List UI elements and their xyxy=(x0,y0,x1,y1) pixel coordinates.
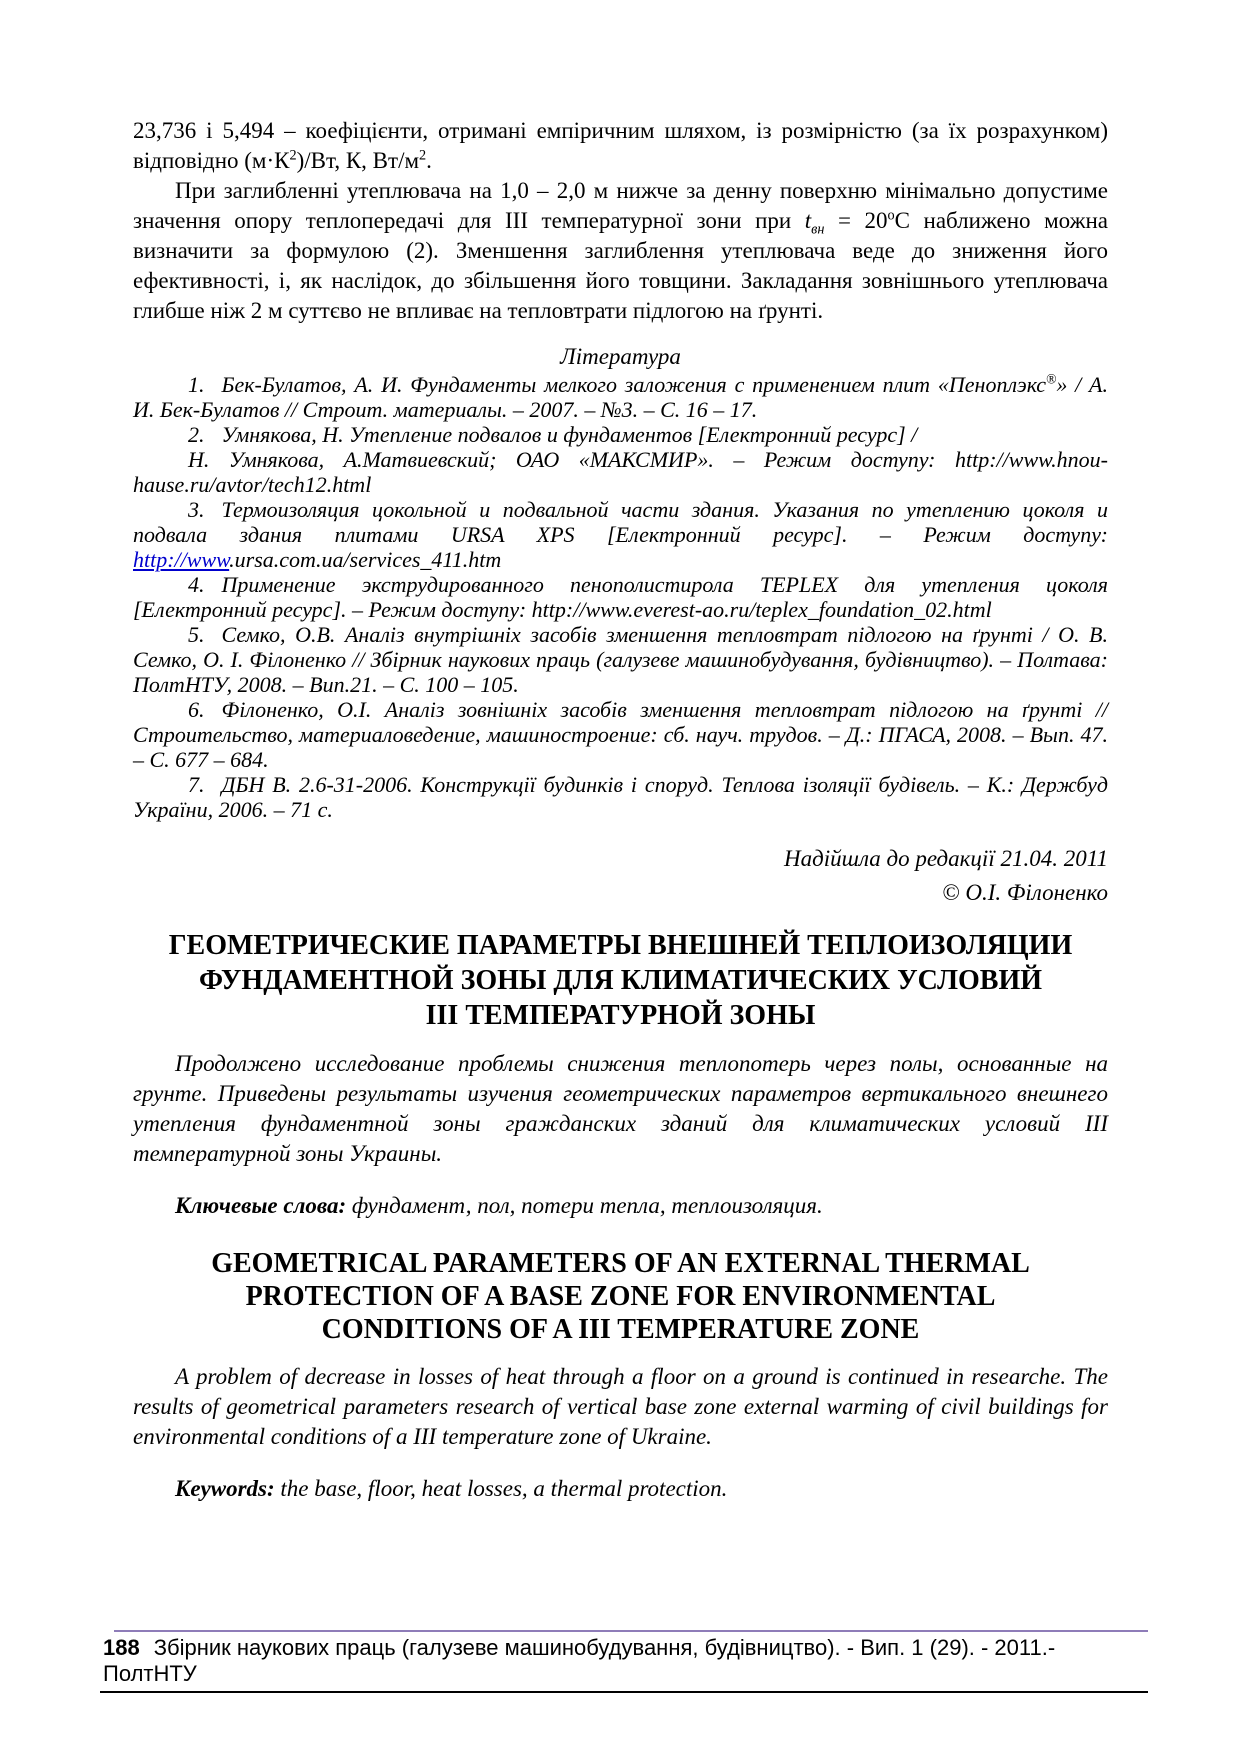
keywords-text-english: the base, floor, heat losses, a thermal protection. xyxy=(274,1476,728,1501)
reference-text: » / А. И. Бек-Булатов // Строит. материалы. – 2007. – №3. – С. 16 – 17. xyxy=(133,372,1108,422)
title-line: PROTECTION OF A BASE ZONE FOR ENVIRONMENTAL xyxy=(245,1281,996,1312)
temperature-variable: t xyxy=(804,208,812,233)
temperature-subscript: вн xyxy=(811,221,825,238)
p1-superscript-2b: 2 xyxy=(419,147,427,164)
reference-text: .ursa.com.ua/services_411.htm xyxy=(229,547,502,572)
title-line: III ТЕМПЕРАТУРНОЙ ЗОНЫ xyxy=(425,1000,816,1031)
abstract-english: A problem of decrease in losses of heat through a floor on a ground is continued in researche. The results of geometrical parameters research of vertical base zone external warming of civil buildings for environmental conditions of a III temperature zone of Ukraine. xyxy=(133,1364,1108,1449)
reference-item-2 xyxy=(133,422,1108,447)
reference-text: Применение экструдированного пенополистирола TEPLEX для утепления цоколя [Електронний ресурс]. – Режим доступу: http://www.everest-ao.ru/teplex_foundation_02.html xyxy=(133,572,1108,622)
title-line: ГЕОМЕТРИЧЕСКИЕ ПАРАМЕТРЫ ВНЕШНЕЙ ТЕПЛОИЗОЛЯЦИИ xyxy=(168,930,1073,961)
reference-item-5 xyxy=(133,622,1108,697)
p1-superscript-2: 2 xyxy=(289,147,297,164)
title-line: CONDITIONS OF A III TEMPERATURE ZONE xyxy=(321,1314,920,1345)
page-number: 188 xyxy=(103,1635,140,1660)
reference-item-2-continuation xyxy=(133,447,1108,497)
reference-number: 6. xyxy=(188,697,205,722)
reference-item-4 xyxy=(133,572,1108,622)
title-line: ФУНДАМЕНТНОЙ ЗОНЫ ДЛЯ КЛИМАТИЧЕСКИХ УСЛОВИЙ xyxy=(198,965,1043,996)
reference-text: Бек-Булатов, А. И. Фундаменты мелкого заложения с применением плит «Пеноплэкс xyxy=(221,372,1046,397)
keywords-russian xyxy=(133,1191,1108,1221)
reference-number: 2. xyxy=(188,422,205,447)
reference-text: Умнякова, Н. Утепление подвалов и фундаментов [Електронний ресурс] / xyxy=(221,422,918,447)
registered-trademark-superscript: ® xyxy=(1045,371,1057,387)
references-list xyxy=(133,372,1108,822)
p1-text-c: . xyxy=(426,148,432,173)
keywords-text-russian: фундамент, пол, потери тепла, теплоизоляция. xyxy=(346,1193,823,1218)
reference-text: Н. Умнякова, А.Матвиевский; ОАО «МАКСМИР». – Режим доступу: http://www.hnou-hause.ru/avtor/tech12.html xyxy=(133,447,1108,497)
page-footer xyxy=(100,1630,1148,1693)
p2-text-b: = 20 xyxy=(824,208,888,233)
reference-item-7 xyxy=(133,772,1108,822)
degree-superscript: о xyxy=(887,207,895,224)
article-title-english xyxy=(133,1247,1108,1346)
ursa-hyperlink[interactable]: http://www xyxy=(133,547,230,572)
paragraph-insulation-depth xyxy=(133,176,1108,326)
reference-item-1 xyxy=(133,372,1108,422)
p2-text-a: При заглибленні утеплювача на 1,0 – 2,0 м нижче за денну поверхню мінімально допустиме значення опору теплопередачі для III температурної зони при xyxy=(133,178,1108,233)
p1-text-a: 23,736 і 5,494 – коефіцієнти, отримані емпіричним шляхом, із розмірністю (за їх розрахунком) відповідно (м·К xyxy=(133,118,1108,173)
reference-number: 5. xyxy=(188,622,205,647)
reference-text: ДБН В. 2.6-31-2006. Конструкції будинків і споруд. Теплова ізоляції будівель. – К.: Держбуд України, 2006. – 71 с. xyxy=(133,772,1108,822)
reference-number: 3. xyxy=(188,497,205,522)
article-title-russian xyxy=(133,928,1108,1033)
references-heading: Література xyxy=(560,344,681,369)
reference-text: Філоненко, О.І. Аналіз зовнішніх засобів зменшення тепловтрат підлогою на ґрунті // Строительство, материаловедение, машиностроение: сб. науч. трудов. – Д.: ПГАСА, 2008. – Вып. 47. – С. 677 – 684. xyxy=(133,697,1108,772)
p1-text-b: )/Вт, К, Вт/м xyxy=(296,148,420,173)
reference-item-3 xyxy=(133,497,1108,572)
reference-number: 1. xyxy=(188,372,205,397)
keywords-label-english: Keywords: xyxy=(175,1476,275,1501)
reference-text: Термоизоляция цокольной и подвальной части здания. Указания по утеплению цоколя и подвала здания плитами URSA XPS [Електронний ресурс]. – Режим доступу: xyxy=(133,497,1108,547)
title-line: GEOMETRICAL PARAMETERS OF AN EXTERNAL THERMAL xyxy=(211,1248,1030,1279)
copyright-note: © О.І. Філоненко xyxy=(942,880,1108,905)
footer-journal-info: Збірник наукових праць (галузеве машинобудування, будівництво). - Вип. 1 (29). - 2011.-ПолтНТУ xyxy=(103,1635,1056,1686)
keywords-english xyxy=(133,1474,1108,1504)
p2-text-c: С наближено можна визначити за формулою (2). Зменшення заглиблення утеплювача веде до зниження його ефективності, і, як наслідок, до збільшення його товщини. Закладання зовнішнього утеплювача глибше ніж 2 м суттєво не впливає на тепловтрати підлогою на ґрунті. xyxy=(133,208,1108,323)
reference-number: 7. xyxy=(188,772,205,797)
reference-number: 4. xyxy=(188,572,205,597)
reference-text: Семко, О.В. Аналіз внутрішніх засобів зменшення тепловтрат підлогою на ґрунті / О. В. Семко, О. І. Філоненко // Збірник наукових праць (галузеве машинобудування, будівництво). – Полтава: ПолтНТУ, 2008. – Вип.21. – С. 100 – 105. xyxy=(133,622,1108,697)
abstract-russian: Продолжено исследование проблемы снижения теплопотерь через полы, основанные на грунте. Приведены результаты изучения геометрических параметров вертикального внешнего утепления фундаментной зоны гражданских зданий для климатических условий III температурной зоны Украины. xyxy=(133,1051,1108,1166)
reference-item-6 xyxy=(133,697,1108,772)
paragraph-coefficients xyxy=(133,116,1108,176)
keywords-label-russian: Ключевые слова: xyxy=(175,1193,347,1218)
footer-journal-line xyxy=(100,1632,1148,1693)
received-date-note: Надійшла до редакції 21.04. 2011 xyxy=(783,846,1108,871)
